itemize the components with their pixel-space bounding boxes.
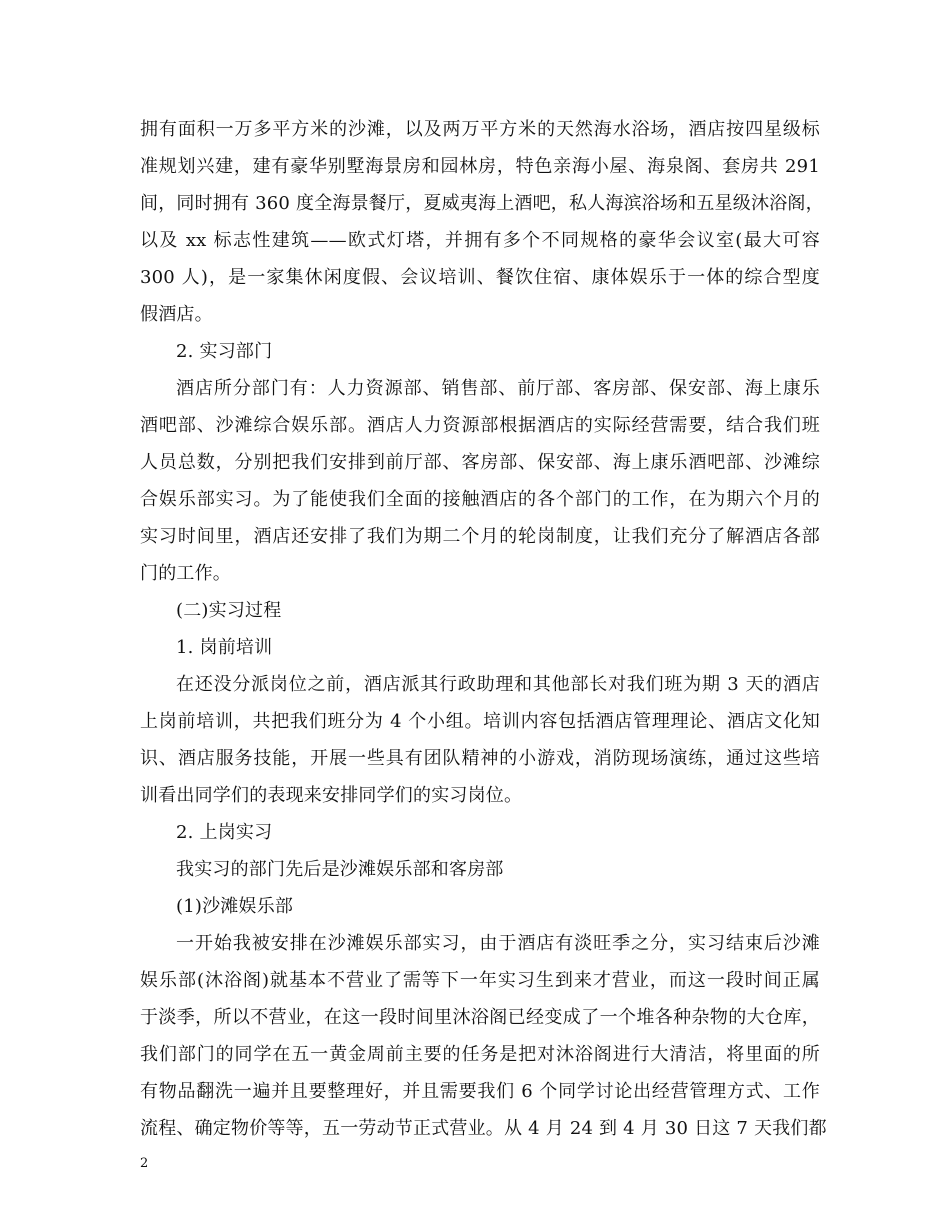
body-text-line: 上岗前培训，共把我们班分为 4 个小组。培训内容包括酒店管理理论、酒店文化知 (140, 711, 820, 732)
body-text-line: 我们部门的同学在五一黄金周前主要的任务是把对沐浴阁进行大清洁，将里面的所 (140, 1044, 820, 1065)
body-text-line: 娱乐部(沐浴阁)就基本不营业了需等下一年实习生到来才营业，而这一段时间正属 (140, 970, 820, 991)
body-text-line: 实习时间里，酒店还安排了我们为期二个月的轮岗制度，让我们充分了解酒店各部 (140, 526, 820, 547)
body-text-line: 酒吧部、沙滩综合娱乐部。酒店人力资源部根据酒店的实际经营需要，结合我们班 (140, 415, 820, 436)
body-text-line: 酒店所分部门有：人力资源部、销售部、前厅部、客房部、保安部、海上康乐 (176, 378, 820, 399)
section-heading: 2. 上岗实习 (176, 822, 273, 843)
body-text-line: 人员总数，分别把我们安排到前厅部、客房部、保安部、海上康乐酒吧部、沙滩综 (140, 452, 820, 473)
section-heading: 1. 岗前培训 (176, 637, 273, 658)
section-heading: (1)沙滩娱乐部 (176, 896, 294, 917)
body-text-line: 合娱乐部实习。为了能使我们全面的接触酒店的各个部门的工作，在为期六个月的 (140, 489, 820, 510)
body-text-line: 有物品翻洗一遍并且要整理好，并且需要我们 6 个同学讨论出经营管理方式、工作 (140, 1081, 820, 1102)
body-text-line: 间，同时拥有 360 度全海景餐厅，夏威夷海上酒吧，私人海滨浴场和五星级沐浴阁， (140, 193, 824, 214)
body-text-line: 训看出同学们的表现来安排同学们的实习岗位。 (140, 785, 523, 806)
body-text-line: 于淡季，所以不营业，在这一段时间里沐浴阁已经变成了一个堆各种杂物的大仓库， (140, 1007, 820, 1028)
body-text-line: 以及 xx 标志性建筑——欧式灯塔，并拥有多个不同规格的豪华会议室(最大可容 (140, 230, 820, 251)
body-text-line: 门的工作。 (140, 563, 231, 584)
body-text-line: 300 人)，是一家集休闲度假、会议培训、餐饮住宿、康体娱乐于一体的综合型度 (140, 267, 820, 288)
body-text-line: 准规划兴建，建有豪华别墅海景房和园林房，特色亲海小屋、海泉阁、套房共 291 (140, 156, 820, 177)
body-text-line: 拥有面积一万多平方米的沙滩，以及两万平方米的天然海水浴场，酒店按四星级标 (140, 119, 820, 140)
body-text-line: 一开始我被安排在沙滩娱乐部实习，由于酒店有淡旺季之分，实习结束后沙滩 (176, 933, 820, 954)
section-heading: 2. 实习部门 (176, 341, 273, 362)
body-text-line: 在还没分派岗位之前，酒店派其行政助理和其他部长对我们班为期 3 天的酒店 (176, 674, 820, 695)
page-number: 2 (140, 1156, 149, 1171)
body-text-line: 假酒店。 (140, 304, 213, 325)
body-text-line: 流程、确定物价等等，五一劳动节正式营业。从 4 月 24 到 4 月 30 日这 7 天我们都 (140, 1118, 827, 1139)
body-text-line: 我实习的部门先后是沙滩娱乐部和客房部 (176, 859, 504, 880)
body-text-line: 识、酒店服务技能，开展一些具有团队精神的小游戏，消防现场演练，通过这些培 (140, 748, 820, 769)
section-heading: (二)实习过程 (176, 600, 282, 621)
